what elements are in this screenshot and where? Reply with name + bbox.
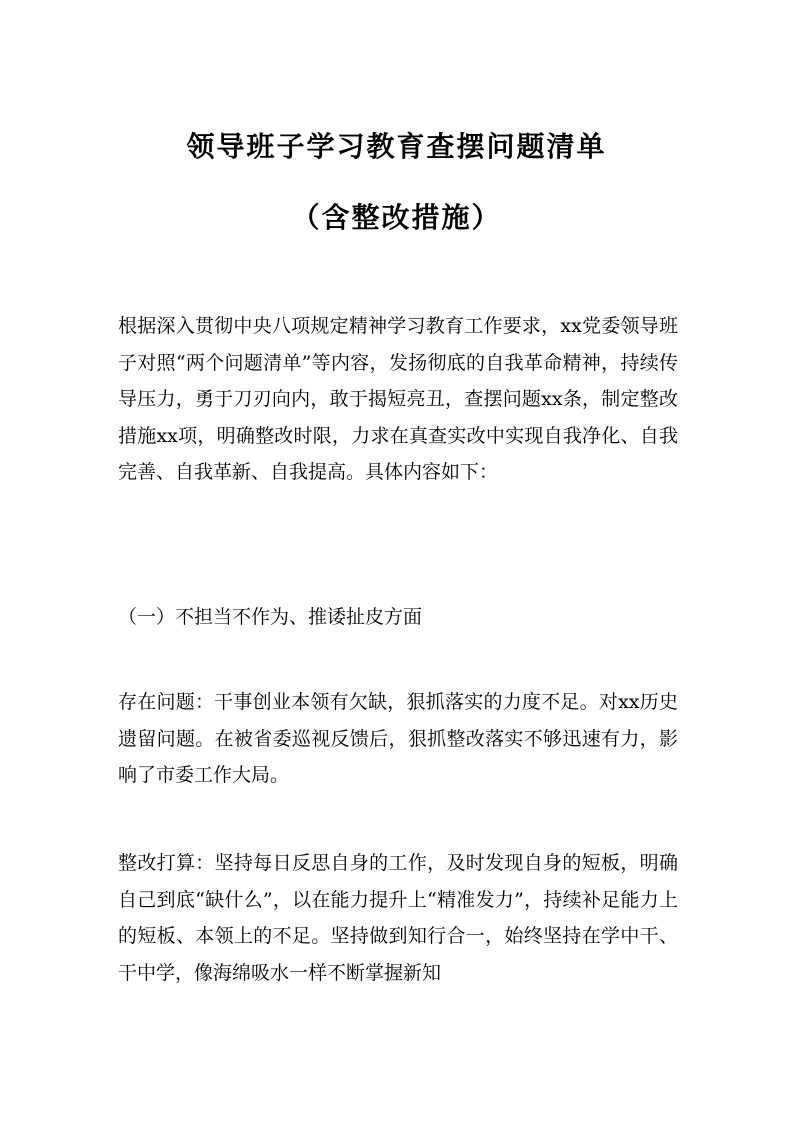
document-subtitle: （含整改措施） — [291, 201, 502, 234]
section-heading: （一）不担当不作为、推诿扯皮方面 — [118, 606, 423, 628]
problem-paragraph: 存在问题：干事创业本领有欠缺，狠抓落实的力度不足。对xx历史遗留问题。在被省委巡视反馈后，狠抓整改落实不够迅速有力，影响了市委工作大局。 — [118, 691, 678, 787]
rectification-paragraph: 整改打算：坚持每日反思自身的工作，及时发现自身的短板，明确自己到底“缺什么”，以在能力提升上“精准发力”，持续补足能力上的短板、本领上的不足。坚持做到知行合一，始终坚持在学中干、干中学，像海绵吸水一样不断掌握新知 — [118, 852, 678, 984]
document-title: 领导班子学习教育查摆问题清单 — [186, 130, 607, 163]
intro-paragraph: 根据深入贯彻中央八项规定精神学习教育工作要求，xx党委领导班子对照“两个问题清单”等内容，发扬彻底的自我革命精神，持续传导压力，勇于刀刃向内，敢于揭短亮丑，查摆问题xx条，制定整改措施xx项，明确整改时限，力求在真查实改中实现自我净化、自我完善、自我革新、自我提高。具体内容如下： — [118, 315, 678, 484]
